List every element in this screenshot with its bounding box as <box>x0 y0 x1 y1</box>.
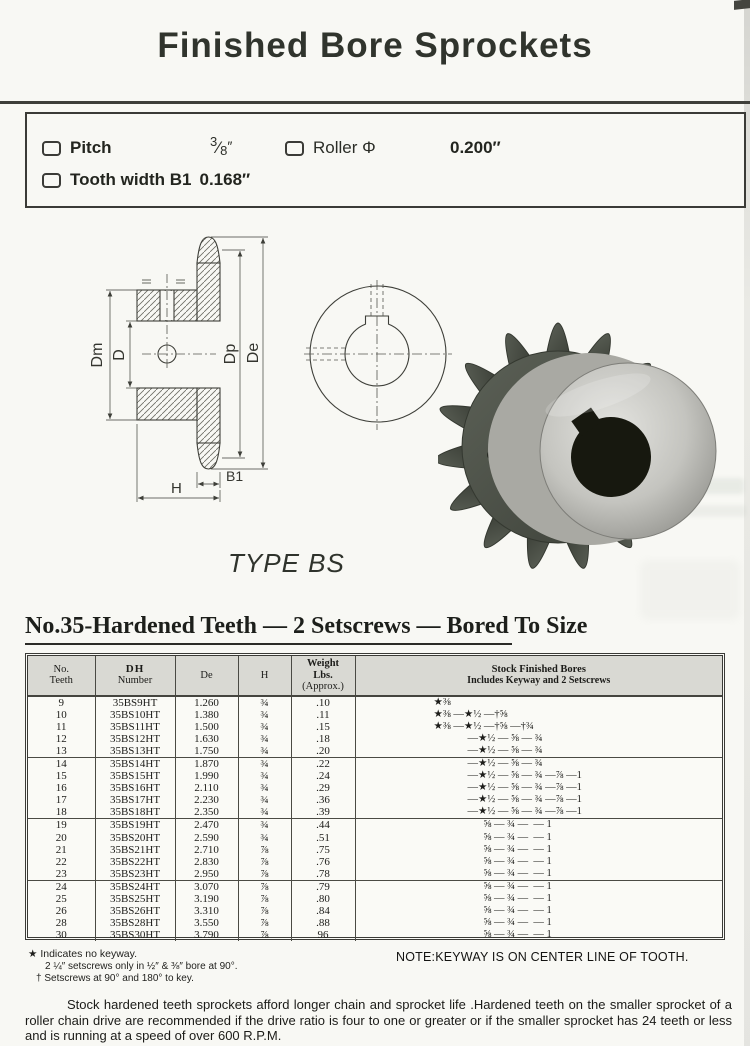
spec-tooth-width <box>42 170 250 190</box>
cell-weight: .84 <box>291 905 355 917</box>
cell-teeth: 9 <box>28 696 95 709</box>
cell-teeth: 11 <box>28 721 95 733</box>
cell-dh-number: 35BS17HT <box>95 794 175 806</box>
table-row <box>28 770 722 782</box>
cell-dh-number: 35BS22HT <box>95 856 175 868</box>
cell-de: 2.590 <box>175 832 238 844</box>
cell-dh-number: 35BS21HT <box>95 844 175 856</box>
cell-bores: ★⅜ <box>433 696 451 708</box>
description-paragraph: Stock hardened teeth sprockets afford longer chain and sprocket life .Hardened teeth on the smaller sprocket of a roller chain drive are recommended if the drive ratio is four to one or greater or if the smaller sprocket has 24 teeth or less and is running at a speed of over 600 R.P.M. <box>25 997 732 1044</box>
cell-weight: .44 <box>291 819 355 832</box>
table-row <box>28 832 722 844</box>
footnotes <box>28 948 238 984</box>
cell-teeth: 24 <box>28 880 95 893</box>
cell-bores: ⅝ — ¾ — — 1 <box>483 855 552 867</box>
table-row <box>28 868 722 881</box>
cell-weight: .11 <box>291 709 355 721</box>
cell-weight: .80 <box>291 893 355 905</box>
cell-de: 1.260 <box>175 696 238 709</box>
cell-teeth: 13 <box>28 745 95 758</box>
title-divider-rule <box>0 101 750 104</box>
cell-dh-number: 35BS15HT <box>95 770 175 782</box>
section-heading: No.35-Hardened Teeth — 2 Setscrews — Bored To Size <box>25 613 512 645</box>
cell-bores: —★½ — ⅝ — ¾ <box>467 732 543 744</box>
cell-h: ⅞ <box>238 880 291 893</box>
table-body <box>28 696 722 942</box>
cell-h: ⅞ <box>238 905 291 917</box>
dim-label-b1: B1 <box>226 468 244 484</box>
sprocket-photo <box>438 305 743 595</box>
table-row <box>28 782 722 794</box>
spec-pitch <box>42 138 112 158</box>
cell-h: ¾ <box>238 794 291 806</box>
table-row <box>28 696 722 709</box>
cell-bores: —★½ — ⅝ — ¾ <box>355 757 722 770</box>
cell-dh-number: 35BS13HT <box>95 745 175 758</box>
cell-dh-number: 35BS28HT <box>95 917 175 929</box>
dim-label-de: De <box>245 342 262 364</box>
cell-bores: —★½ — ⅝ — ¾ —⅞ —1 <box>467 794 582 806</box>
col-header-de: De <box>175 656 238 696</box>
col-header-bores: Stock Finished Bores Includes Keyway and 2 Setscrews <box>355 656 722 696</box>
scan-corner-artifact <box>734 0 750 10</box>
cell-dh-number: 35BS26HT <box>95 905 175 917</box>
dim-label-d: D <box>111 349 128 361</box>
cell-weight: .39 <box>291 806 355 819</box>
table-row <box>28 806 722 819</box>
cell-bores: —★½ — ⅝ — ¾ —⅞ —1 <box>467 806 582 818</box>
page-title: Finished Bore Sprockets <box>157 26 593 65</box>
spec-roller <box>285 138 376 158</box>
cell-bores: ⅝ — ¾ — — 1 <box>355 880 722 893</box>
cell-de: 3.190 <box>175 893 238 905</box>
cell-de: 2.830 <box>175 856 238 868</box>
cell-dh-number: 35BS9HT <box>95 696 175 709</box>
cell-dh-number: 35BS18HT <box>95 806 175 819</box>
spec-roller-value <box>450 138 501 158</box>
footnote-setscrews-90: 2 ¼″ setscrews only in ½″ & ⅜″ bore at 90°. <box>45 961 238 972</box>
tooth-width-label: Tooth width B1 <box>70 170 192 189</box>
cell-teeth: 14 <box>28 757 95 770</box>
roller-label: Roller Φ <box>313 138 376 157</box>
cell-weight: .24 <box>291 770 355 782</box>
cell-h: ⅞ <box>238 917 291 929</box>
cell-h: ¾ <box>238 806 291 819</box>
cell-weight: .18 <box>291 733 355 745</box>
cell-de: 1.380 <box>175 709 238 721</box>
sprocket-table <box>25 653 725 940</box>
cell-teeth: 16 <box>28 782 95 794</box>
cell-weight: .88 <box>291 917 355 929</box>
table-row <box>28 794 722 806</box>
cell-teeth: 10 <box>28 709 95 721</box>
cell-h: ⅞ <box>238 844 291 856</box>
cell-de: 2.710 <box>175 844 238 856</box>
cell-weight: .29 <box>291 782 355 794</box>
table-row <box>28 721 722 733</box>
cell-weight: .78 <box>291 868 355 881</box>
checkbox-icon[interactable] <box>285 141 304 156</box>
footnote-setscrews-key: † Setscrews at 90° and 180° to key. <box>36 973 194 984</box>
cell-bores: —★½ — ⅝ — ¾ <box>467 744 543 756</box>
dim-label-dp: Dp <box>222 343 239 365</box>
pitch-label: Pitch <box>70 138 112 157</box>
cell-de: 1.630 <box>175 733 238 745</box>
cell-de: 2.950 <box>175 868 238 881</box>
cell-dh-number: 35BS30HT <box>95 929 175 941</box>
cell-weight: .79 <box>291 880 355 893</box>
cell-teeth: 22 <box>28 856 95 868</box>
type-label: TYPE BS <box>228 548 345 578</box>
cell-h: ¾ <box>238 770 291 782</box>
dim-label-h: H <box>171 480 182 497</box>
cell-de: 2.350 <box>175 806 238 819</box>
table-row <box>28 856 722 868</box>
cell-h: ¾ <box>238 733 291 745</box>
cell-h: ¾ <box>238 745 291 758</box>
cell-h: ¾ <box>238 782 291 794</box>
cell-weight: .10 <box>291 696 355 709</box>
cell-bores: ⅝ — ¾ — — 1 <box>483 917 552 929</box>
cell-h: ¾ <box>238 696 291 709</box>
cell-teeth: 18 <box>28 806 95 819</box>
cell-dh-number: 35BS24HT <box>95 880 175 893</box>
cell-weight: .36 <box>291 794 355 806</box>
cell-de: 2.110 <box>175 782 238 794</box>
cell-dh-number: 35BS11HT <box>95 721 175 733</box>
table-row <box>28 819 722 832</box>
cell-bores: ⅝ — ¾ — — 1 <box>483 867 552 879</box>
cross-section-drawing <box>30 228 310 520</box>
checkbox-icon[interactable] <box>42 173 61 188</box>
cell-de: 1.990 <box>175 770 238 782</box>
cell-weight: .76 <box>291 856 355 868</box>
cell-weight: .75 <box>291 844 355 856</box>
col-header-h: H <box>238 656 291 696</box>
cell-teeth: 26 <box>28 905 95 917</box>
cell-dh-number: 35BS10HT <box>95 709 175 721</box>
cell-de: 3.550 <box>175 917 238 929</box>
cell-weight: .51 <box>291 832 355 844</box>
cell-h: ¾ <box>238 721 291 733</box>
pitch-value: 3⁄8 <box>210 134 228 158</box>
cell-bores: ⅝ — ¾ — — 1 <box>355 819 722 832</box>
cell-teeth: 21 <box>28 844 95 856</box>
table-row <box>28 733 722 745</box>
cell-h: ¾ <box>238 757 291 770</box>
surface-finish-marks <box>142 280 185 283</box>
table-row <box>28 745 722 758</box>
cell-h: ¾ <box>238 832 291 844</box>
col-header-dh-number: DH Number <box>95 656 175 696</box>
table-row <box>28 905 722 917</box>
table-header-row <box>28 656 722 696</box>
cell-dh-number: 35BS16HT <box>95 782 175 794</box>
cell-de: 2.470 <box>175 819 238 832</box>
cell-bores: ⅝ — ¾ — — 1 <box>483 905 552 917</box>
cell-bores: —★½ — ⅝ — ¾ —⅞ —1 <box>467 770 582 782</box>
tooth-width-value: 0.168″ <box>199 170 251 189</box>
cell-teeth: 19 <box>28 819 95 832</box>
cell-bores: ⅝ — ¾ — — 1 <box>483 831 552 843</box>
cell-teeth: 30 <box>28 929 95 941</box>
front-view-drawing <box>298 258 458 438</box>
cell-bores: —★½ — ⅝ — ¾ —⅞ —1 <box>467 782 582 794</box>
cell-dh-number: 35BS25HT <box>95 893 175 905</box>
cell-de: 1.500 <box>175 721 238 733</box>
cell-dh-number: 35BS23HT <box>95 868 175 881</box>
cell-teeth: 28 <box>28 917 95 929</box>
spec-pitch-value: 3⁄8 ″ <box>210 134 233 158</box>
table-row <box>28 709 722 721</box>
cell-h: ⅞ <box>238 856 291 868</box>
cell-de: 3.070 <box>175 880 238 893</box>
table-row <box>28 893 722 905</box>
cell-weight: 96 <box>291 929 355 941</box>
cell-bores: ★⅜ —★½ —†⅝ —†¾ <box>433 720 534 732</box>
cell-de: 1.870 <box>175 757 238 770</box>
cell-h: ⅞ <box>238 868 291 881</box>
cell-teeth: 25 <box>28 893 95 905</box>
footnote-no-keyway: ★ Indicates no keyway. <box>28 948 138 960</box>
col-header-teeth: No. Teeth <box>28 656 95 696</box>
cell-bores: ⅝ — ¾ — — 1 <box>483 843 552 855</box>
cell-weight: .20 <box>291 745 355 758</box>
table-row <box>28 880 722 893</box>
table-row <box>28 929 722 941</box>
spec-box <box>25 112 746 208</box>
dim-label-dm: Dm <box>89 342 106 368</box>
table-row <box>28 917 722 929</box>
cell-bores: ⅝ — ¾ — — 1 <box>483 893 552 904</box>
cell-de: 2.230 <box>175 794 238 806</box>
cell-teeth: 15 <box>28 770 95 782</box>
cell-teeth: 17 <box>28 794 95 806</box>
cell-teeth: 12 <box>28 733 95 745</box>
table-row <box>28 757 722 770</box>
table-row <box>28 844 722 856</box>
cell-teeth: 20 <box>28 832 95 844</box>
cell-bores: ★⅜ —★½ —†⅝ <box>433 708 508 720</box>
cell-de: 3.790 <box>175 929 238 941</box>
cell-h: ¾ <box>238 819 291 832</box>
cell-h: ⅞ <box>238 893 291 905</box>
cell-weight: .15 <box>291 721 355 733</box>
keyway-note: NOTE:KEYWAY IS ON CENTER LINE OF TOOTH. <box>396 950 689 964</box>
cell-de: 3.310 <box>175 905 238 917</box>
cell-bores: ⅝ — ¾ — — 1 <box>483 929 552 941</box>
cell-dh-number: 35BS20HT <box>95 832 175 844</box>
cell-de: 1.750 <box>175 745 238 758</box>
col-header-weight: Weight Lbs. (Approx.) <box>291 656 355 696</box>
cell-h: ⅞ <box>238 929 291 941</box>
checkbox-icon[interactable] <box>42 141 61 156</box>
roller-value: 0.200″ <box>450 138 501 157</box>
cell-dh-number: 35BS14HT <box>95 757 175 770</box>
cell-weight: .22 <box>291 757 355 770</box>
cell-dh-number: 35BS19HT <box>95 819 175 832</box>
cell-h: ¾ <box>238 709 291 721</box>
cell-teeth: 23 <box>28 868 95 881</box>
cell-dh-number: 35BS12HT <box>95 733 175 745</box>
